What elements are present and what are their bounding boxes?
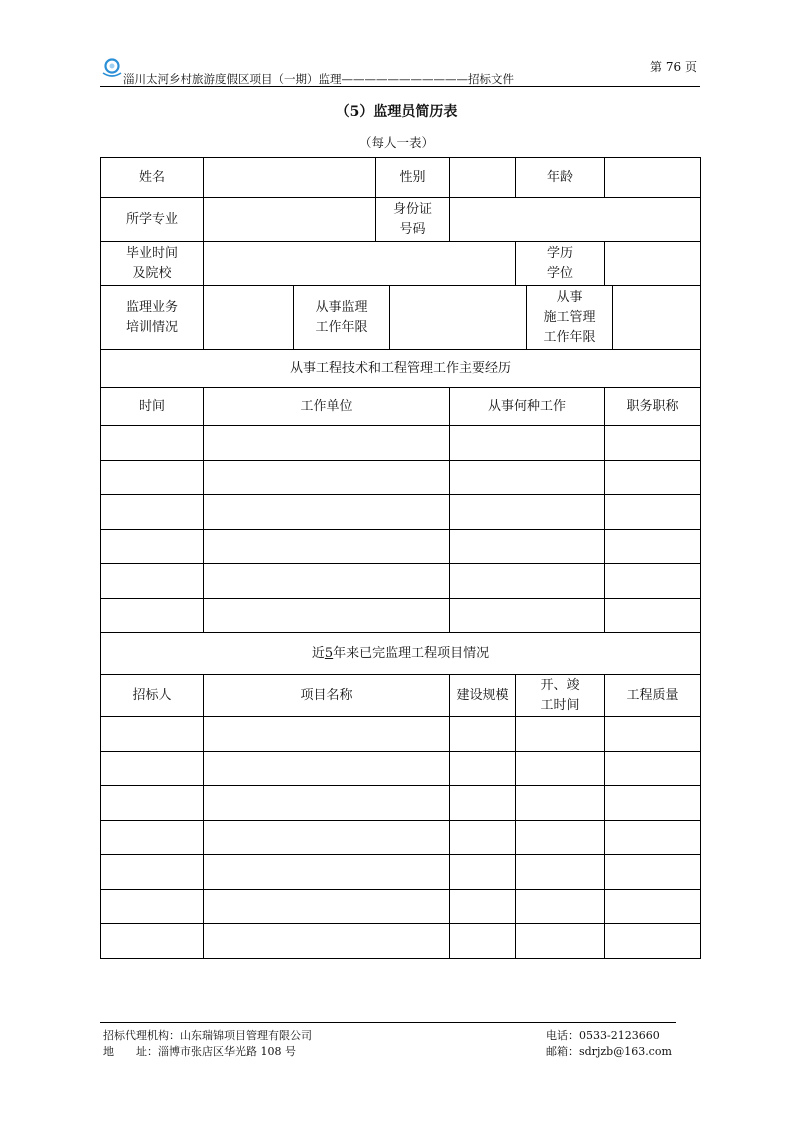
gender-field[interactable] [450, 158, 516, 198]
graduation-field[interactable] [204, 242, 516, 286]
experience-row [101, 564, 701, 599]
training-field[interactable] [204, 286, 294, 350]
graduation-label: 毕业时间 及院校 [101, 242, 204, 286]
footer-agency: 招标代理机构：山东瑞锦项目管理有限公司 [103, 1029, 312, 1042]
projects-col-client: 招标人 [101, 675, 204, 717]
projects-row [101, 786, 701, 821]
major-label: 所学专业 [101, 198, 204, 242]
age-field[interactable] [605, 158, 701, 198]
footer-address: 地 址：淄博市张店区华光路 108 号 [103, 1045, 296, 1058]
experience-section-row [101, 350, 701, 388]
gender-label: 性别 [376, 158, 450, 198]
form-row-basic [101, 158, 701, 198]
experience-col-time: 时间 [101, 388, 204, 426]
projects-col-name: 项目名称 [204, 675, 450, 717]
id-label: 身份证 号码 [376, 198, 450, 242]
experience-row [101, 460, 701, 495]
id-field[interactable] [450, 198, 701, 242]
page-number: 第 76 页 [650, 60, 697, 74]
form-row-major [101, 198, 701, 242]
footer-phone: 电话：0533-2123660 [546, 1029, 660, 1042]
footer-email: 邮箱：sdrjzb@163.com [546, 1045, 672, 1058]
name-field[interactable] [204, 158, 376, 198]
projects-row [101, 924, 701, 959]
age-label: 年龄 [516, 158, 605, 198]
experience-section-title: 从事工程技术和工程管理工作主要经历 [101, 350, 701, 388]
form-row-training [101, 286, 701, 350]
experience-row [101, 598, 701, 633]
footer-rule [100, 1022, 676, 1023]
experience-col-title: 职务职称 [605, 388, 701, 426]
projects-row [101, 855, 701, 890]
page-subtitle: （每人一表） [358, 135, 434, 150]
major-field[interactable] [204, 198, 376, 242]
supervision-years-field[interactable] [390, 286, 527, 350]
projects-section-row [101, 633, 701, 675]
experience-row [101, 495, 701, 530]
degree-label: 学历 学位 [516, 242, 605, 286]
experience-header-row [101, 388, 701, 426]
header-doc-title: 淄川太河乡村旅游度假区项目（一期）监理———————————招标文件 [123, 72, 514, 86]
projects-row [101, 717, 701, 752]
header-rule [100, 86, 700, 87]
projects-row [101, 751, 701, 786]
company-logo-icon [100, 57, 124, 79]
construction-years-label: 从事 施工管理 工作年限 [527, 286, 613, 350]
construction-years-field[interactable] [613, 286, 701, 350]
projects-col-scale: 建设规模 [450, 675, 516, 717]
experience-col-employer: 工作单位 [204, 388, 450, 426]
projects-row [101, 820, 701, 855]
experience-col-job: 从事何种工作 [450, 388, 605, 426]
page-title: （5）监理员简历表 [335, 104, 458, 120]
degree-field[interactable] [605, 242, 701, 286]
experience-row [101, 529, 701, 564]
resume-table [100, 157, 701, 959]
experience-row [101, 426, 701, 461]
projects-header-row [101, 675, 701, 717]
form-row-graduation [101, 242, 701, 286]
projects-col-period: 开、竣 工时间 [516, 675, 605, 717]
projects-row [101, 889, 701, 924]
name-label: 姓名 [101, 158, 204, 198]
projects-col-quality: 工程质量 [605, 675, 701, 717]
supervision-years-label: 从事监理 工作年限 [294, 286, 390, 350]
projects-section-title: 近5年来已完监理工程项目情况 [101, 633, 701, 675]
training-label: 监理业务 培训情况 [101, 286, 204, 350]
